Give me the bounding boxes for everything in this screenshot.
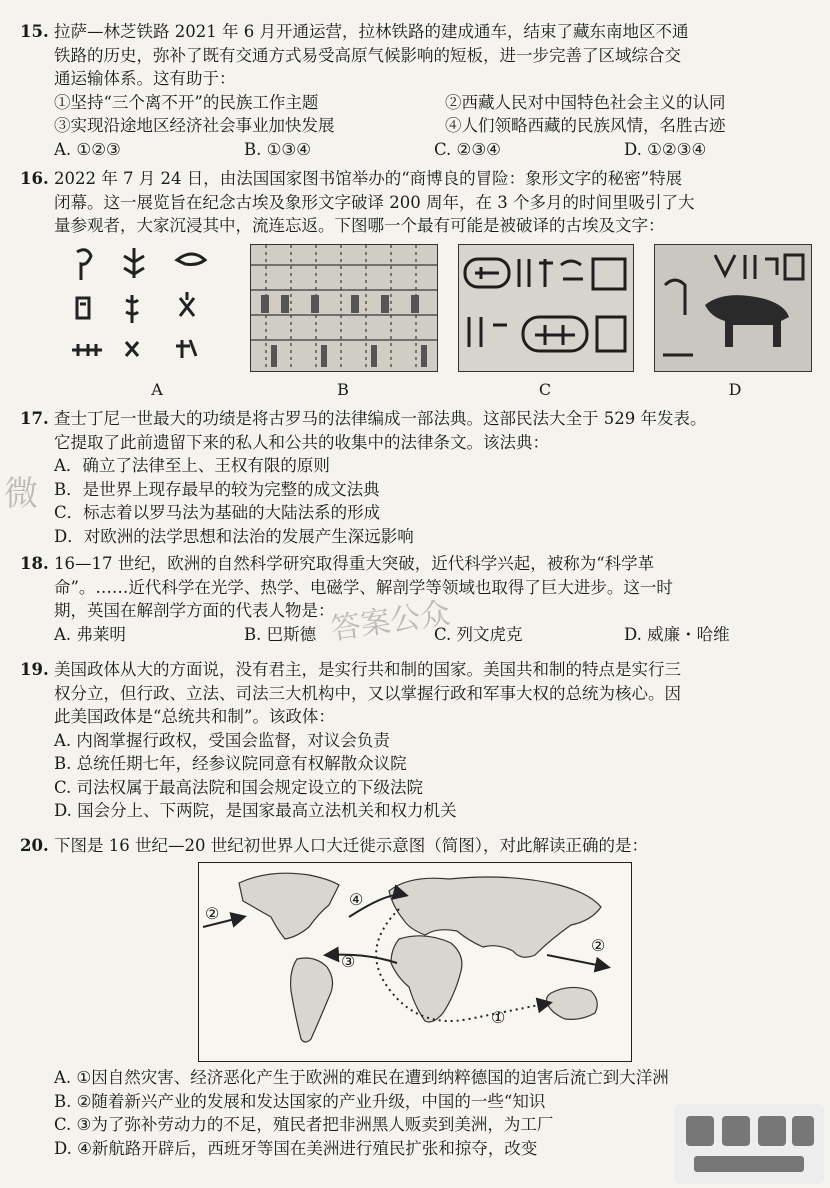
question-number: 16.: [20, 169, 49, 188]
option-c[interactable]: C. ②③④: [434, 139, 501, 159]
question-number: 19.: [20, 660, 49, 679]
statement-item: ②西藏人民对中国特色社会主义的认同: [445, 92, 726, 112]
question-stem: 美国政体从大的方面说，没有君主，是实行共和制的国家。美国共和制的特点是实行三: [54, 660, 681, 679]
option-d[interactable]: D. 威廉・哈维: [624, 624, 730, 644]
image-label-c: C: [538, 380, 552, 399]
option-b[interactable]: B. 总统任期七年，经参议院同意有权解散众议院: [54, 754, 407, 773]
option-a[interactable]: A. ①②③: [54, 139, 121, 159]
question-number: 17.: [20, 409, 49, 428]
question-number: 15.: [20, 22, 49, 41]
image-label-b: B: [337, 380, 349, 399]
map-marker-2-west: ②: [205, 904, 220, 923]
site-logo: [674, 1104, 824, 1184]
route-3: [327, 955, 397, 963]
option-b[interactable]: B. ①③④: [244, 139, 311, 159]
image-d-tablet[interactable]: [654, 244, 812, 372]
watermark-left: 微: [4, 474, 38, 514]
north-america-shape: [239, 873, 339, 939]
question-number: 18.: [20, 554, 49, 573]
question-16: [20, 167, 816, 238]
route-2-east: [547, 955, 607, 967]
question-number: 20.: [20, 836, 49, 855]
question-stem: 期，英国在解剖学方面的代表人物是：: [54, 601, 335, 620]
map-marker-3: ③: [341, 952, 356, 971]
world-migration-map[interactable]: [198, 862, 632, 1062]
option-c[interactable]: C. ③为了弥补劳动力的不足，殖民者把非洲黑人贩卖到美洲，为工厂: [54, 1115, 554, 1134]
option-c[interactable]: C. 列文虎克: [434, 624, 523, 644]
question-stem: 量参观者，大家沉浸其中，流连忘返。下图哪一个最有可能是被破译的古埃及文字：: [54, 216, 665, 235]
question-15: [20, 20, 816, 161]
question-19: [20, 658, 816, 823]
option-d[interactable]: D. ①②③④: [624, 139, 707, 159]
option-a[interactable]: A. ①因自然灾害、经济恶化产生于欧洲的难民在遭到纳粹德国的迫害后流亡到大洋洲: [54, 1068, 669, 1087]
image-label-a: A: [151, 380, 163, 399]
image-label-d: D: [728, 380, 742, 399]
option-b[interactable]: B．是世界上现存最早的较为完整的成文法典: [54, 479, 380, 499]
question-stem: 它提取了此前遗留下来的私人和公共的收集中的法律条文。该法典：: [54, 432, 549, 452]
map-marker-1: ①: [491, 1008, 506, 1027]
africa-shape: [391, 936, 462, 1022]
question-stem: 铁路的历史，弥补了既有交通方式易受高原气候影响的短板，进一步完善了区域综合交: [54, 45, 681, 65]
question-stem: 下图是 16 世纪—20 世纪初世界人口大迁徙示意图（简图），对此解读正确的是：: [54, 836, 648, 855]
option-d[interactable]: D. ④新航路开辟后，西班牙等国在美洲进行殖民扩张和掠夺，改变: [54, 1138, 538, 1158]
option-a[interactable]: A. 弗莱明: [54, 624, 126, 644]
question-17: [20, 407, 816, 548]
question-stem: 查士丁尼一世最大的功绩是将古罗马的法律编成一部法典。这部民法大全于 529 年发表。: [54, 409, 707, 428]
question-stem: 拉萨—林芝铁路 2021 年 6 月开通运营，拉林铁路的建成通车，结束了藏东南地区不通: [54, 22, 689, 41]
option-a[interactable]: A．确立了法律至上、王权有限的原则: [54, 456, 330, 475]
question-stem: 权分立，但行政、立法、司法三大机构中，又以掌握行政和军事大权的总统为核心。因: [54, 683, 681, 703]
option-b[interactable]: B. ②随着新兴产业的发展和发达国家的产业升级，中国的一些“知识: [54, 1091, 546, 1111]
option-d[interactable]: D. 国会分上、下两院，是国家最高立法机关和权力机关: [54, 801, 457, 820]
question-stem: 命”。……近代科学在光学、热学、电磁学、解剖学等领域也取得了巨大进步。这一时: [54, 577, 673, 597]
australia-shape: [547, 987, 598, 1019]
south-america-shape: [291, 958, 333, 1042]
statement-item: ③实现沿途地区经济社会事业加快发展: [54, 116, 335, 135]
option-c[interactable]: C. 司法权属于最高法院和国会规定设立的下级法院: [54, 777, 424, 797]
image-c-hieroglyphs[interactable]: [458, 244, 634, 372]
question-20: [20, 834, 816, 858]
map-marker-4: ④: [349, 890, 364, 909]
question-stem: 16—17 世纪，欧洲的自然科学研究取得重大突破，近代科学兴起，被称为“科学革: [54, 554, 655, 573]
question-stem: 此美国政体是“总统共和制”。该政体：: [54, 707, 335, 726]
option-a[interactable]: A. 内阁掌握行政权，受国会监督，对议会负责: [54, 730, 390, 750]
image-b-relief[interactable]: [250, 244, 438, 372]
option-c[interactable]: C．标志着以罗马法为基础的大陆法系的形成: [54, 503, 381, 522]
option-d[interactable]: D．对欧洲的法学思想和法治的发展产生深远影响: [54, 526, 414, 546]
image-a-glyphs[interactable]: [62, 240, 212, 370]
option-b[interactable]: B. 巴斯德: [244, 624, 317, 644]
question-stem: 2022 年 7 月 24 日，由法国国家图书馆举办的“商博良的冒险：象形文字的秘密”特展: [54, 169, 683, 188]
statement-item: ④人们领略西藏的民族风情，名胜古迹: [445, 116, 726, 135]
script-images-row: [62, 240, 812, 400]
question-stem: 闭幕。这一展览旨在纪念古埃及象形文字破译 200 周年，在 3 个多月的时间里吸引了大: [54, 192, 695, 212]
question-stem: 通运输体系。这有助于：: [54, 69, 236, 88]
watermark-middle: 答案公众: [328, 595, 453, 648]
map-marker-2-east: ②: [591, 936, 606, 955]
statement-item: ①坚持“三个离不开”的民族工作主题: [54, 92, 319, 112]
